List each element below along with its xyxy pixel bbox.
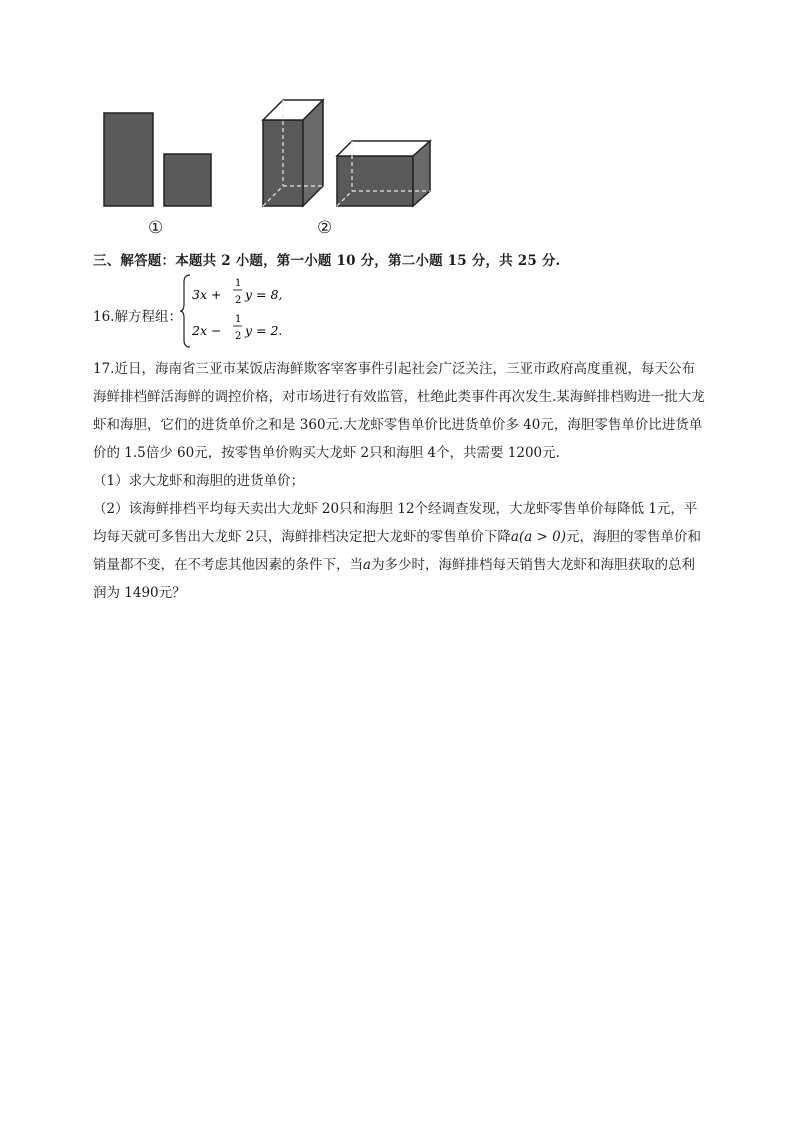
figure-label-2: ② <box>317 218 333 238</box>
part2-text-a: （2）该海鲜排档平均每天卖出大龙虾 20只和海胆 12个经调查发现，大龙虾零售单价每降低 1元，平均每天就可多售出大龙虾 2只，海鲜排档决定把大龙虾的零售单价下降 <box>93 501 698 545</box>
eq1-frac-num: 1 <box>235 278 242 289</box>
solids-figure <box>0 0 794 240</box>
question-17-intro: 17.近日，海南省三亚市某饭店海鲜欺客宰客事件引起社会广泛关注，三亚市政府高度重视，每天公布海鲜排档鲜活海鲜的调控价格，对市场进行有效监管，杜绝此类事件再次发生.某海鲜排档购进一批大龙虾和海胆，它们的进货单价之和是 360元.大龙虾零售单价比进货单价多 40元，海胆零售单价比进货单价的 1.5倍少 60元，按零售单价购买大龙虾 2只和海胆 4个，共需要 1200元. <box>93 361 705 461</box>
part2-math-a: a(a > 0) <box>510 529 567 545</box>
question-17-part-1: （1）求大龙虾和海胆的进货单价； <box>93 473 305 489</box>
eq1-rhs: y = 8, <box>245 287 283 302</box>
question-17-part-2 <box>93 495 705 607</box>
equation-system-svg <box>180 272 310 350</box>
section-heading: 三、解答题：本题共 2 小题，第一小题 10 分，第二小题 15 分，共 25 分. <box>93 253 561 269</box>
part2-text-c: 为多少时，海鲜排档每天销售大龙虾和海胆获取的总利润为 1490元？ <box>93 557 696 601</box>
eq2-rhs: y = 2. <box>245 323 283 338</box>
eq1-lhs: 3x + <box>192 287 222 302</box>
question-16-label: 16.解方程组： <box>93 309 182 325</box>
part2-var-a: a <box>363 557 372 573</box>
eq2-frac-den: 2 <box>235 331 242 342</box>
wide-box <box>337 141 430 206</box>
left-brace <box>180 275 190 347</box>
eq2-lhs: 2x − <box>192 323 222 338</box>
tall-rectangle <box>104 113 153 206</box>
short-rectangle <box>164 154 211 206</box>
eq2-frac-num: 1 <box>235 314 242 325</box>
figure-label-1: ① <box>148 218 164 238</box>
part2-text-b: 元，海胆的零售单价和销量都不变，在不考虑其他因素的条件下，当 <box>93 529 702 573</box>
eq1-frac-den: 2 <box>235 295 242 306</box>
equation-system <box>180 272 310 354</box>
solids-figure-svg <box>0 0 794 240</box>
tall-box <box>263 100 323 206</box>
